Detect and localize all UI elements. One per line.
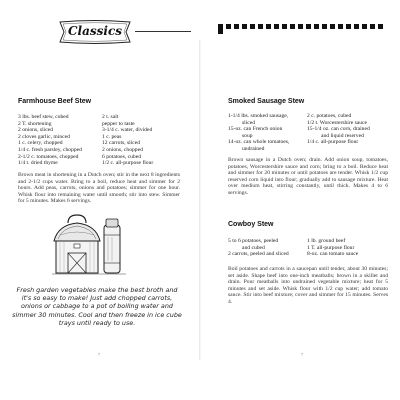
ingredient: 1/4 c. fresh parsley, chopped xyxy=(18,146,82,153)
page-gutter xyxy=(199,40,201,360)
ingredient: 3-1/4 c. water, divided xyxy=(102,127,153,134)
ingredient: 1 c. celery, chopped xyxy=(18,140,63,147)
ingredient: 1 c. peas xyxy=(102,133,122,140)
ingredient: pepper to taste xyxy=(102,120,135,127)
ingredient: 2 onions, chopped xyxy=(102,146,143,153)
ingredients-column-2 xyxy=(102,114,153,167)
ingredient: 14-oz. can whole tomatoes, xyxy=(228,139,290,146)
recipe-directions: Brown meat in shortening in a Dutch oven; stir in the next 8 ingredients and 2-1/2 cups water. Bring to a boil, reduce heat and simmer for 2 hours. Add peas, carrots, onions and potatoes; simmer for one hour. Whisk flour into remaining water until smooth; stir into stew. Simmer for 5 minutes. Makes 6 servings. xyxy=(18,172,180,205)
ingredient: 1 lb. ground beef xyxy=(307,238,346,244)
lunch-pail-and-thermos-icon xyxy=(52,211,126,277)
ingredient: 1/2 t. Worcestershire sauce xyxy=(307,119,368,126)
ingredient: 2 c. potatoes, cubed xyxy=(307,113,352,119)
ingredients-column-2 xyxy=(307,113,370,146)
section-banner-text: Classics xyxy=(67,24,123,38)
ingredient: and cubed xyxy=(242,244,265,251)
recipe-title: Cowboy Stew xyxy=(228,221,274,228)
ingredient: sliced xyxy=(242,119,256,126)
ingredient: 5 to 6 potatoes, peeled xyxy=(228,238,279,244)
ingredient: soup xyxy=(242,132,253,139)
ingredient: 3 lbs. beef stew, cubed xyxy=(18,114,69,120)
ingredient: 2 cloves garlic, minced xyxy=(18,133,70,140)
page-number: 7 xyxy=(301,352,303,357)
ingredient: 1/2 c. all-purpose flour xyxy=(102,160,154,167)
ingredient: 2 carrots, peeled and sliced xyxy=(228,251,289,258)
recipe-title: Smoked Sausage Stew xyxy=(228,98,305,105)
ingredient: 12 carrots, sliced xyxy=(102,140,141,147)
recipe-title: Farmhouse Beef Stew xyxy=(18,98,92,105)
ingredient: 2 t. salt xyxy=(102,114,119,120)
banner-rule xyxy=(135,31,191,32)
ingredient: undrained xyxy=(242,145,265,152)
ingredient: 15-oz. can French onion xyxy=(228,126,283,133)
ingredient: 1/4 c. all-purpose flour xyxy=(307,139,359,146)
ingredient: 1-1/4 lbs. smoked sausage, xyxy=(228,113,289,119)
ingredient: 2-1/2 c. tomatoes, chopped xyxy=(18,153,79,160)
section-banner xyxy=(56,19,134,45)
ingredient: 6 potatoes, cubed xyxy=(102,153,141,160)
ingredients-column-1 xyxy=(228,113,289,153)
ingredient: 1/4 t. dried thyme xyxy=(18,160,58,167)
ingredients-column-2 xyxy=(307,238,358,258)
ingredients-column-1 xyxy=(18,114,82,167)
recipe-directions: Brown sausage in a Dutch oven; drain. Add onion soup, tomatoes, potatoes, Worcestershire sauce and corn; bring to a boil. Reduce heat and simmer for 20 minutes or until potatoes are tender. Whisk 1/2 cup reserved corn liquid into flour; gradually add to sausage mixture. Heat over medium heat, stirring constantly, until thick. Makes 4 to 6 servings. xyxy=(228,157,388,196)
ingredients-column-1 xyxy=(228,238,289,258)
ingredient: 8-oz. can tomato sauce xyxy=(307,251,359,258)
right-page xyxy=(203,40,395,360)
ingredient: 2 T. shortening xyxy=(18,120,52,127)
ingredient: 2 onions, sliced xyxy=(18,127,53,134)
checker-border xyxy=(218,24,390,30)
page-number: 7 xyxy=(98,352,100,357)
ingredient: 1 T. all-purpose flour xyxy=(307,244,355,251)
ingredient: 15-1/4 oz. can corn, drained xyxy=(307,126,370,133)
tip-note: Fresh garden vegetables make the best broth and it's so easy to make! Just add chopped carrots, onions or cabbage to a pot of boiling water and simmer 30 minutes. Cool and then freeze in ice cube trays until ready to use. xyxy=(12,286,182,327)
ingredient: and liquid reserved xyxy=(321,132,364,139)
recipe-directions: Boil potatoes and carrots in a saucepan until tender, about 30 minutes; set aside. Shape beef into one-inch meatballs; brown in a skillet and drain. Pour meatballs into undrained vegetable mixture; heat for 5 minutes and set aside. Whisk flour with 1/2 cup water; add tomato sauce. Stir into beef mixture; cover and simmer for 15 minutes. Serves 4. xyxy=(228,266,388,305)
